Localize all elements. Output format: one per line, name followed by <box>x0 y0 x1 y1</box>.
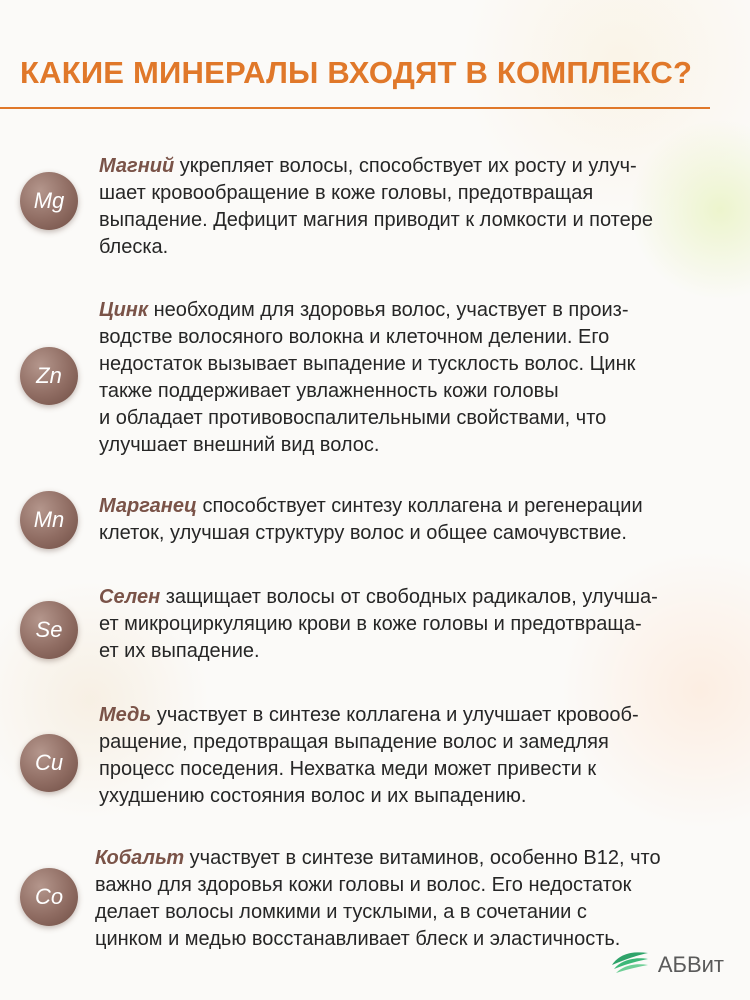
mineral-line: делает волосы ломкими и тусклыми, а в сочетании с <box>95 901 587 923</box>
mineral-line <box>95 845 661 872</box>
mineral-line: и обладает противовоспалительными свойствами, что <box>99 407 607 429</box>
mineral-description-mg <box>99 153 653 261</box>
mineral-line: ращение, предотвращая выпадение волос и замедляя <box>99 731 609 753</box>
mineral-badge-mn: Mn <box>20 491 78 549</box>
mineral-line: процесс поседения. Нехватка меди может привести к <box>99 758 597 780</box>
mineral-line <box>99 153 653 180</box>
mineral-description-se <box>99 584 658 665</box>
mineral-line: ухудшению состояния волос и их выпадению. <box>99 785 527 807</box>
mineral-name-se: Селен <box>99 586 161 608</box>
mineral-line: клеток, улучшая структуру волос и общее самочувствие. <box>99 522 627 544</box>
mineral-line: ет их выпадение. <box>99 640 260 662</box>
mineral-line: улучшает внешний вид волос. <box>99 434 380 456</box>
mineral-line: выпадение. Дефицит магния приводит к ломкости и потере <box>99 209 653 231</box>
mineral-description-zn <box>99 297 635 459</box>
mineral-text: способствует синтезу коллагена и регенерации <box>196 495 643 517</box>
mineral-badge-cu: Cu <box>20 734 78 792</box>
mineral-badge-se: Se <box>20 601 78 659</box>
mineral-line <box>99 702 639 729</box>
mineral-description-co <box>95 845 661 953</box>
mineral-line: недостаток вызывает выпадение и тусклость волос. Цинк <box>99 353 636 375</box>
mineral-badge-zn: Zn <box>20 347 78 405</box>
mineral-name-mg: Магний <box>99 155 175 177</box>
mineral-line <box>99 493 643 520</box>
mineral-text: необходим для здоровья волос, участвует в произ- <box>148 299 629 321</box>
mineral-line: блеска. <box>99 236 169 258</box>
mineral-description-cu <box>99 702 639 810</box>
page-title: КАКИЕ МИНЕРАЛЫ ВХОДЯТ В КОМПЛЕКС? <box>20 55 693 90</box>
mineral-line: шает кровообращение в коже головы, предотвращая <box>99 182 594 204</box>
mineral-text: защищает волосы от свободных радикалов, улучша- <box>160 586 658 608</box>
mineral-text: укрепляет волосы, способствует их росту и улуч- <box>174 155 637 177</box>
mineral-description-mn <box>99 493 643 547</box>
mineral-text: участвует в синтезе витаминов, особенно B12, что <box>184 847 661 869</box>
title-underline <box>0 107 710 109</box>
mineral-line: водстве волосяного волокна и клеточном делении. Его <box>99 326 610 348</box>
mineral-line <box>99 584 658 611</box>
mineral-badge-co: Co <box>20 868 78 926</box>
mineral-line: также поддерживает увлажненность кожи головы <box>99 380 559 402</box>
mineral-text: участвует в синтезе коллагена и улучшает кровооб- <box>151 704 639 726</box>
mineral-line: важно для здоровья кожи головы и волос. Его недостаток <box>95 874 632 896</box>
mineral-name-cu: Медь <box>99 704 152 726</box>
mineral-line: ет микроциркуляцию крови в коже головы и предотвраща- <box>99 613 642 635</box>
mineral-name-zn: Цинк <box>99 299 149 321</box>
brand-logo <box>610 949 724 980</box>
leaf-waves-icon <box>610 949 650 980</box>
mineral-name-co: Кобальт <box>95 847 185 869</box>
mineral-badge-mg: Mg <box>20 172 78 230</box>
mineral-line: цинком и медью восстанавливает блеск и эластичность. <box>95 928 621 950</box>
brand-name: АБВит <box>657 951 724 977</box>
mineral-line <box>99 297 635 324</box>
mineral-name-mn: Марганец <box>99 495 197 517</box>
